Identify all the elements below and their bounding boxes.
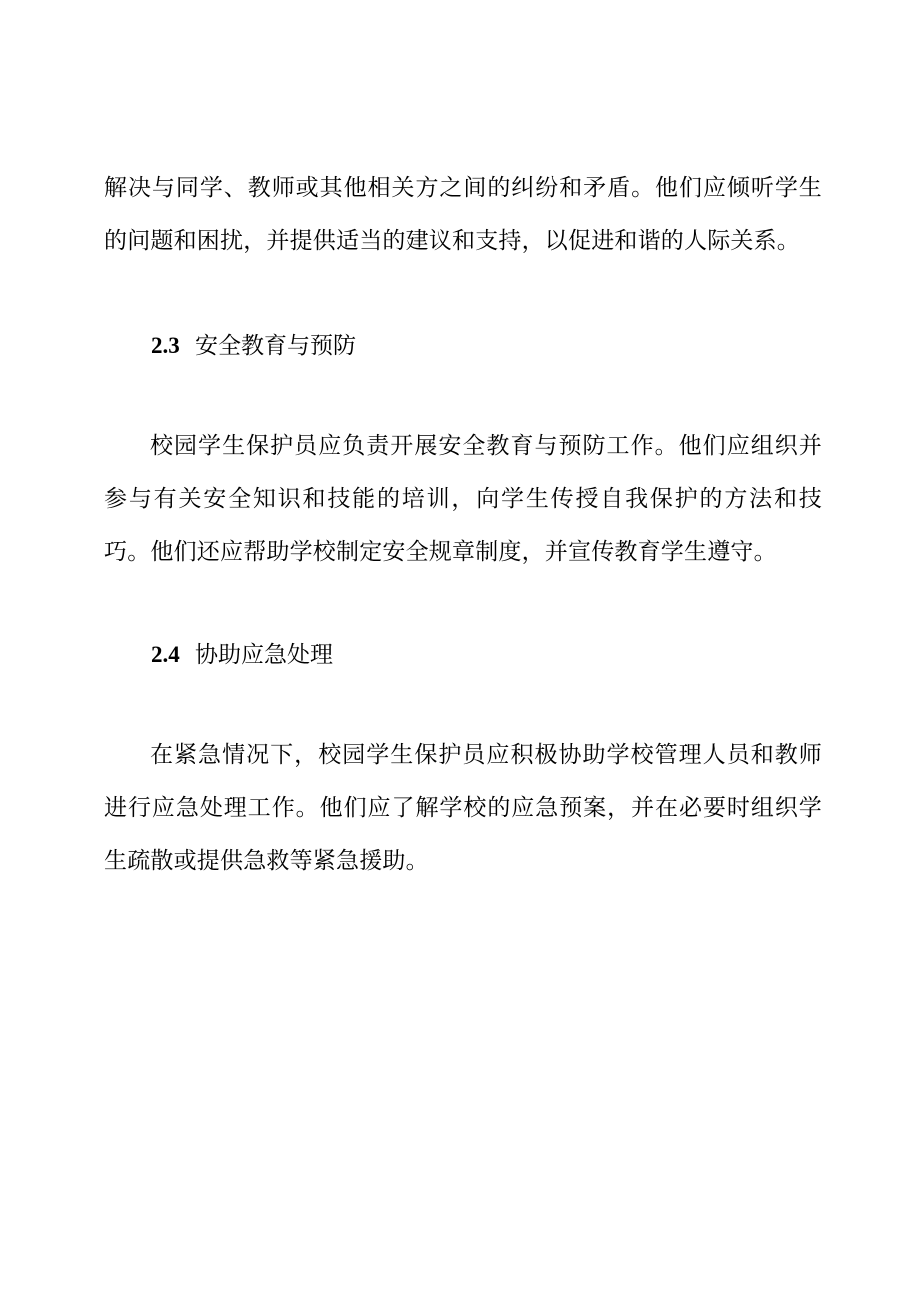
section-number: 2.3: [151, 333, 180, 358]
paragraph-safety-education: 校园学生保护员应负责开展安全教育与预防工作。他们应组织并参与有关安全知识和技能的培训，向学生传授自我保护的方法和技巧。他们还应帮助学校制定安全规章制度，并宣传教育学生遵守。: [104, 433, 822, 565]
section-title: 安全教育与预防: [195, 333, 356, 359]
section-number: 2.4: [151, 642, 180, 667]
section-heading-2-4: [151, 640, 333, 670]
section-title: 协助应急处理: [195, 642, 333, 668]
paragraph-emergency-handling: 在紧急情况下，校园学生保护员应积极协助学校管理人员和教师进行应急处理工作。他们应了解学校的应急预案，并在必要时组织学生疏散或提供急救等紧急援助。: [104, 742, 822, 874]
section-heading-2-3: [151, 331, 356, 361]
paragraph-conflict-resolution: 解决与同学、教师或其他相关方之间的纠纷和矛盾。他们应倾听学生的问题和困扰，并提供适当的建议和支持，以促进和谐的人际关系。: [104, 175, 822, 254]
